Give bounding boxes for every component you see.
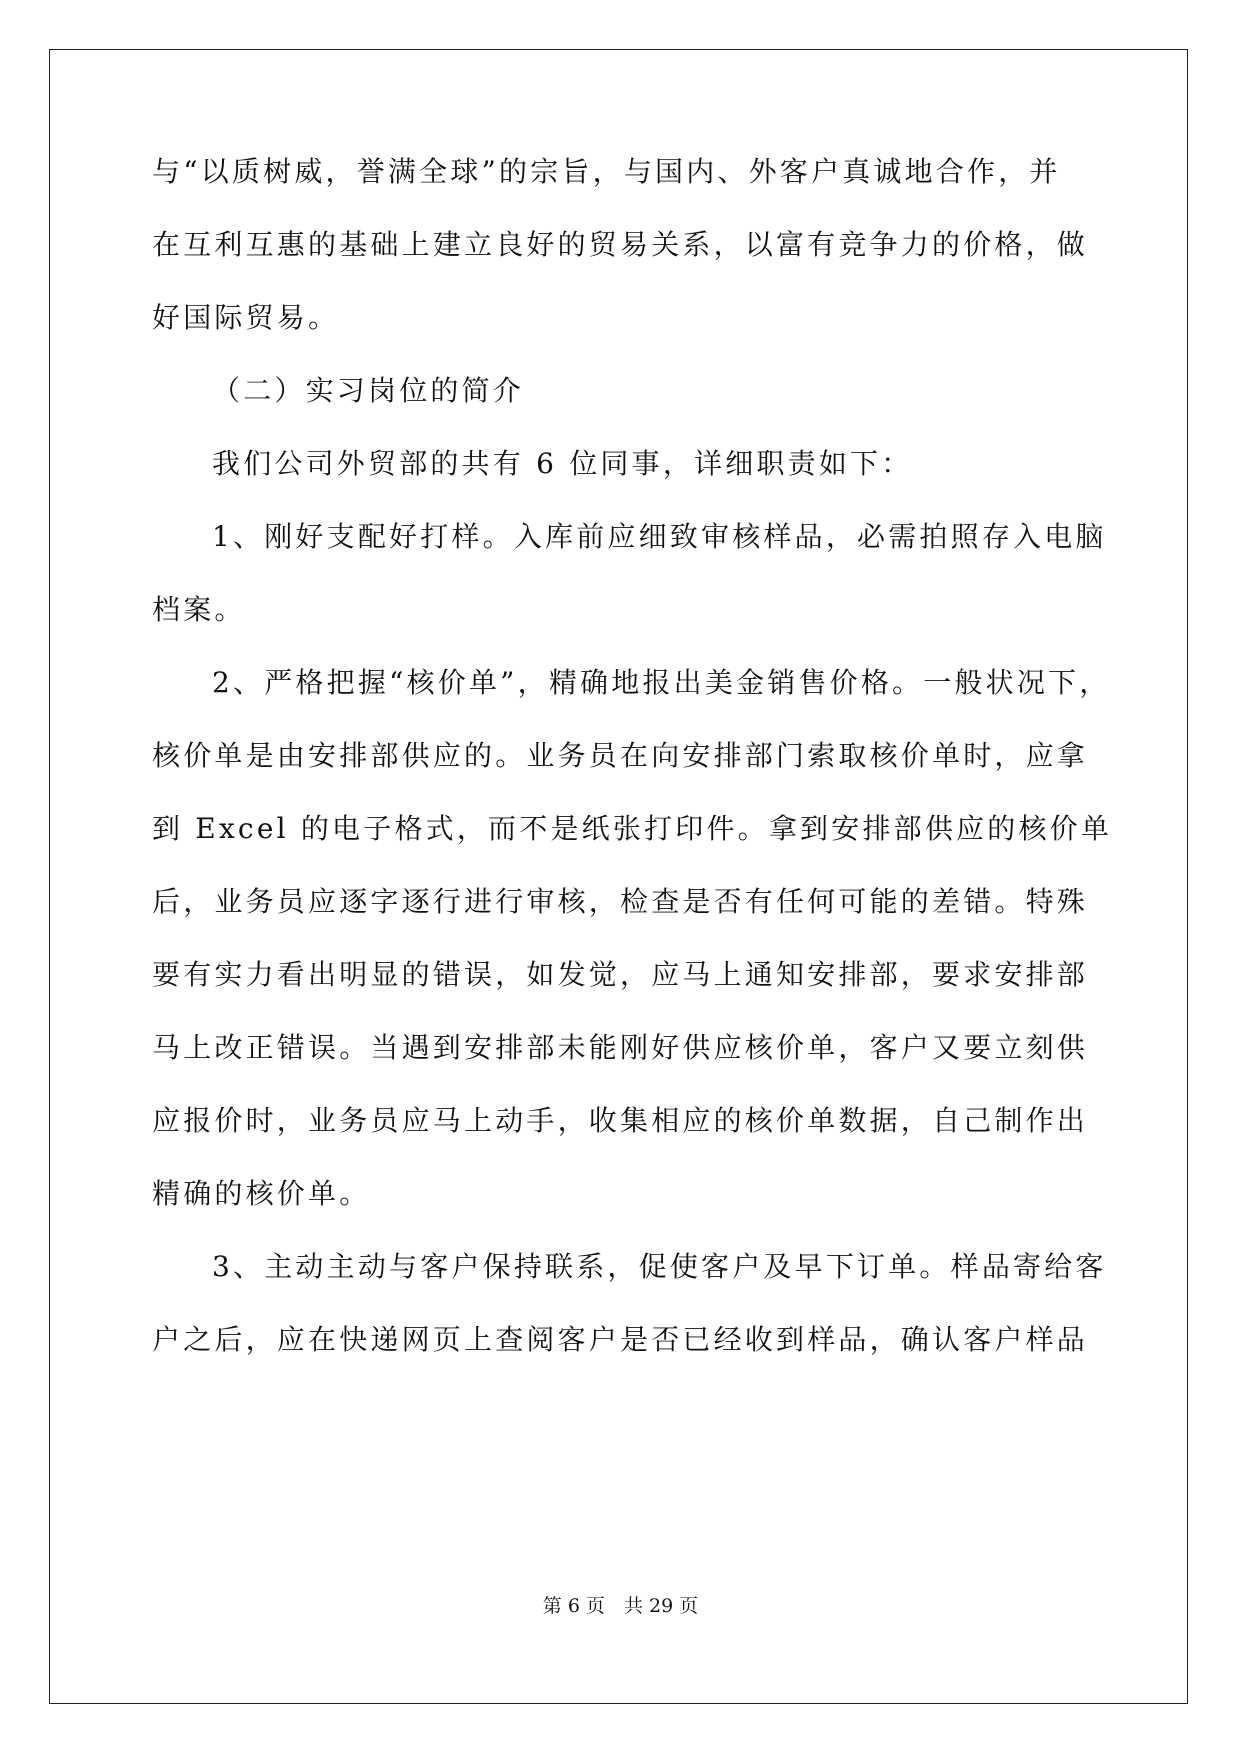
body-line-16: 3、主动主动与客户保持联系，促使客户及早下订单。样品寄给客 <box>212 1250 1107 1283</box>
body-line-15: 精确的核价单。 <box>152 1177 371 1210</box>
section-heading: （二）实习岗位的简介 <box>212 374 525 407</box>
body-line-9: 核价单是由安排部供应的。业务员在向安排部门索取核价单时，应拿 <box>152 739 1089 772</box>
body-line-10: 到 Excel 的电子格式，而不是纸张打印件。拿到安排部供应的核价单 <box>152 812 1113 845</box>
page-number-footer: 第 6 页 共 29 页 <box>542 1595 699 1617</box>
body-line-5: 我们公司外贸部的共有 6 位同事，详细职责如下： <box>212 447 913 480</box>
body-line-1: 与“以质树威，誉满全球”的宗旨，与国内、外客户真诚地合作，并 <box>152 155 1061 188</box>
body-line-8: 2、严格把握“核价单”，精确地报出美金销售价格。一般状况下， <box>212 666 1111 699</box>
body-line-17: 户之后，应在快递网页上查阅客户是否已经收到样品，确认客户样品 <box>152 1323 1089 1356</box>
body-line-11: 后，业务员应逐字逐行进行审核，检查是否有任何可能的差错。特殊 <box>152 885 1089 918</box>
body-line-14: 应报价时，业务员应马上动手，收集相应的核价单数据，自己制作出 <box>152 1104 1089 1137</box>
body-line-13: 马上改正错误。当遇到安排部未能刚好供应核价单，客户又要立刻供 <box>152 1031 1089 1064</box>
body-line-3: 好国际贸易。 <box>152 301 340 334</box>
body-line-7: 档案。 <box>152 593 246 626</box>
body-line-6: 1、刚好支配好打样。入库前应细致审核样品，必需拍照存入电脑 <box>212 520 1107 553</box>
body-line-2: 在互利互惠的基础上建立良好的贸易关系，以富有竞争力的价格，做 <box>152 228 1089 261</box>
body-line-12: 要有实力看出明显的错误，如发觉，应马上通知安排部，要求安排部 <box>152 958 1089 991</box>
